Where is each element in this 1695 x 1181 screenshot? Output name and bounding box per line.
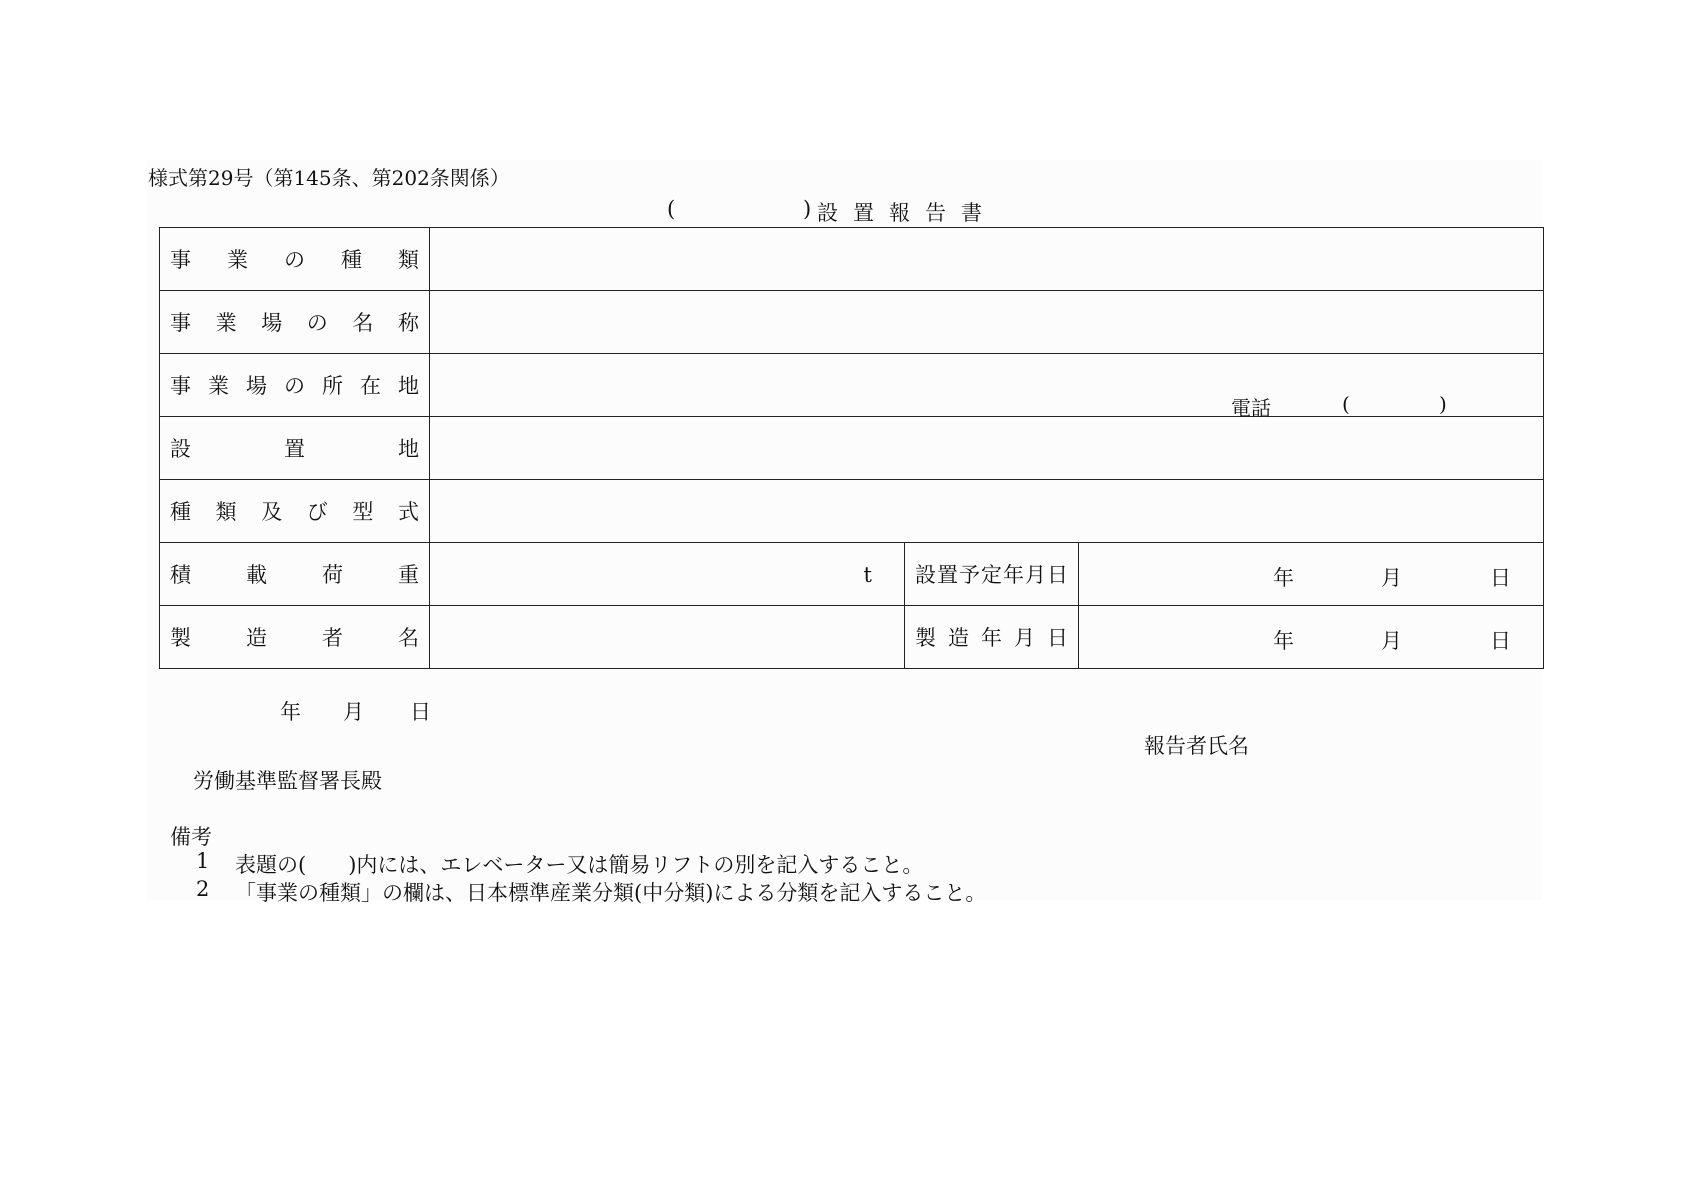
type-model-field[interactable] xyxy=(430,480,1544,543)
label-type-model: 種類及び型式 xyxy=(170,500,419,524)
year-unit: 年 xyxy=(1273,629,1294,653)
form-number: 様式第29号（第145条、第202条関係） xyxy=(148,166,510,190)
label-cell xyxy=(160,417,430,480)
form-row-manufacturer xyxy=(160,606,1544,669)
workplace-name-field[interactable] xyxy=(430,291,1544,354)
label-business-type: 事業の種類 xyxy=(170,248,419,272)
label-manufacture-date: 製造年月日 xyxy=(915,626,1068,650)
report-form-table xyxy=(159,227,1544,669)
phone-paren-close: ) xyxy=(1439,392,1447,416)
addressee: 労働基準監督署長殿 xyxy=(193,769,382,793)
report-date-month: 月 xyxy=(343,700,364,724)
label-cell xyxy=(160,354,430,417)
phone-paren-open: ( xyxy=(1342,392,1350,416)
title-paren-close: ) xyxy=(803,197,812,221)
planned-installation-date-field[interactable] xyxy=(1079,543,1544,606)
form-row-workplace-name xyxy=(160,291,1544,354)
label-cell xyxy=(160,291,430,354)
label-cell xyxy=(160,228,430,291)
load-capacity-field[interactable] xyxy=(430,543,905,606)
workplace-address-field[interactable] xyxy=(430,354,1544,420)
report-date-day: 日 xyxy=(410,700,431,724)
label-load-capacity: 積載荷重 xyxy=(170,563,419,587)
form-row-workplace-address xyxy=(160,354,1544,417)
label-workplace-address: 事業場の所在地 xyxy=(170,374,419,398)
label-cell xyxy=(160,480,430,543)
manufacture-date-field[interactable] xyxy=(1079,606,1544,669)
label-installation-site: 設置地 xyxy=(170,437,419,461)
label-manufacturer: 製造者名 xyxy=(170,626,419,650)
phone-label: 電話 xyxy=(1231,396,1271,420)
label-planned-installation-date: 設置予定年月日 xyxy=(915,563,1068,587)
day-unit: 日 xyxy=(1490,566,1511,590)
note-number: 2 xyxy=(196,877,210,901)
label-cell xyxy=(160,606,430,669)
year-unit: 年 xyxy=(1273,566,1294,590)
month-unit: 月 xyxy=(1381,629,1402,653)
form-row-load-capacity xyxy=(160,543,1544,606)
manufacturer-field[interactable] xyxy=(430,606,905,669)
label-cell xyxy=(160,543,430,606)
ton-unit: t xyxy=(863,563,872,587)
label-workplace-name: 事業場の名称 xyxy=(170,311,419,335)
day-unit: 日 xyxy=(1490,629,1511,653)
month-unit: 月 xyxy=(1381,566,1402,590)
reporter-name-label: 報告者氏名 xyxy=(1144,734,1249,758)
note-text: 「事業の種類」の欄は、日本標準産業分類(中分類)による分類を記入すること。 xyxy=(235,881,987,905)
title-paren-open: ( xyxy=(667,197,676,221)
form-row-installation-site xyxy=(160,417,1544,480)
form-row-business-type xyxy=(160,228,1544,291)
label-cell xyxy=(905,606,1079,669)
report-date-year: 年 xyxy=(280,700,301,724)
label-cell xyxy=(905,543,1079,606)
note-text: 表題の( )内には、エレベーター又は簡易リフトの別を記入すること。 xyxy=(235,853,924,877)
installation-site-field[interactable] xyxy=(430,417,1544,480)
note-number: 1 xyxy=(196,849,210,873)
form-title: 設置報告書 xyxy=(817,201,997,225)
business-type-field[interactable] xyxy=(430,228,1544,291)
remarks-heading: 備考 xyxy=(170,825,212,849)
form-row-type-model xyxy=(160,480,1544,543)
